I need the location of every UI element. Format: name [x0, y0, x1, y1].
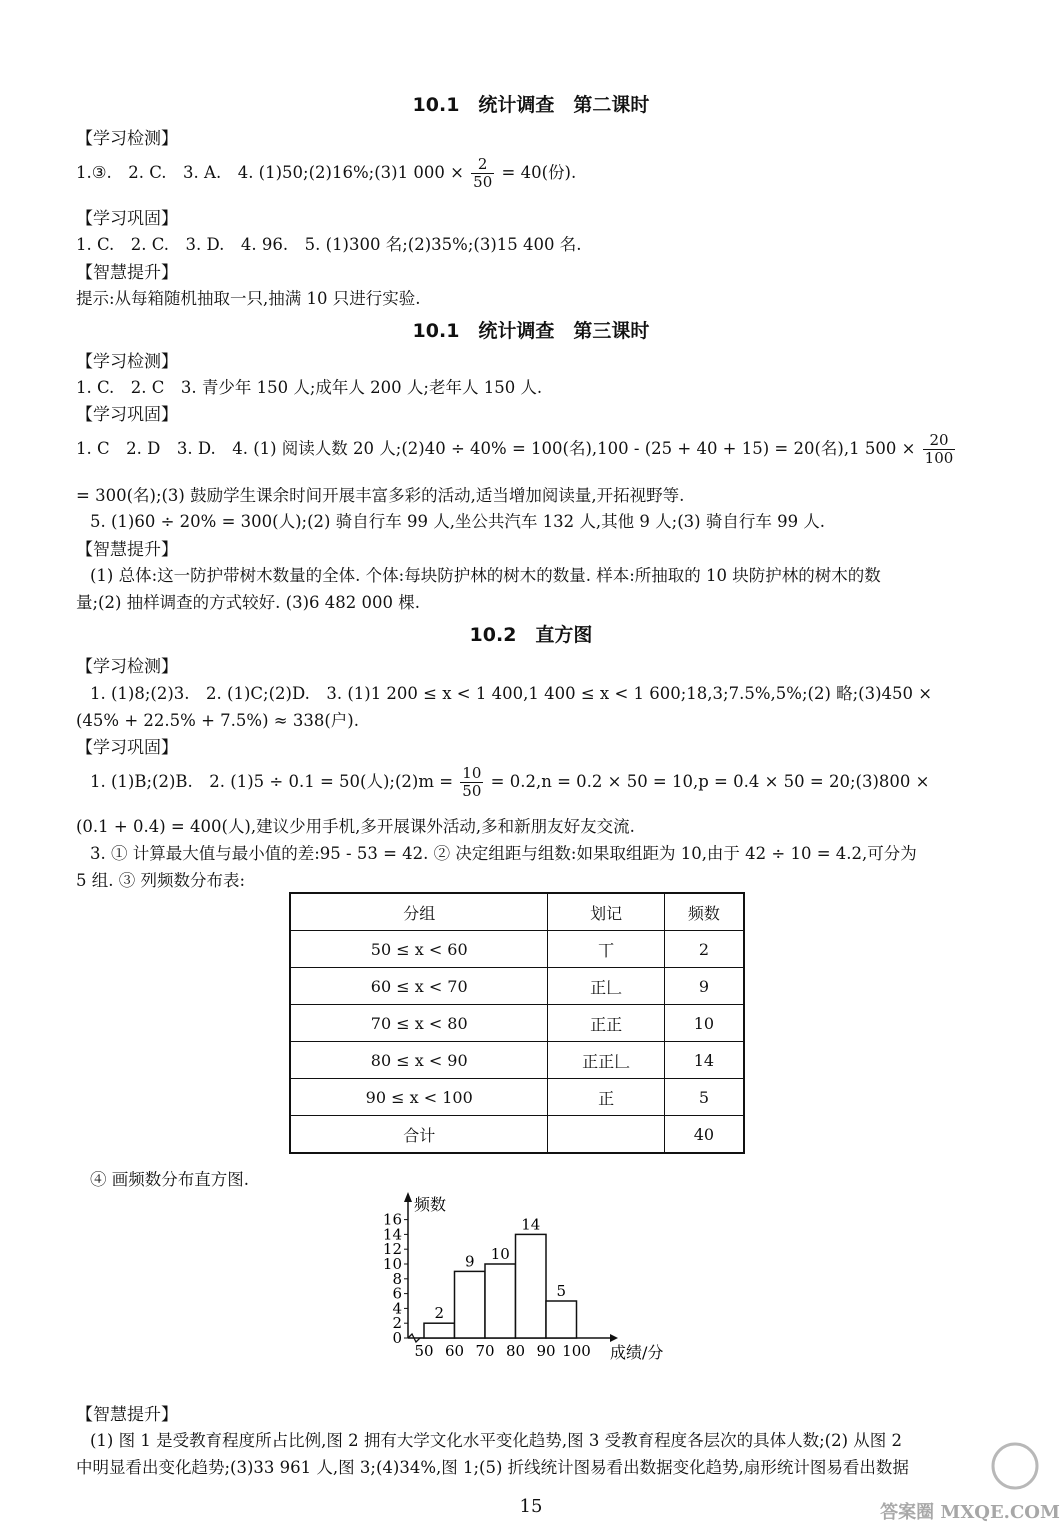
histogram-bar — [485, 1264, 516, 1338]
table-cell: 90 ≤ x < 100 — [290, 1079, 548, 1116]
answer-line: 5. (1)60 ÷ 20% = 300(人);(2) 骑自行车 99 人,坐公共汽车 132 人,其他 9 人;(3) 骑自行车 99 人. — [90, 512, 826, 531]
section-title-10-1-lesson3: 10.1 统计调查 第三课时 — [412, 320, 650, 342]
y-tick-label: 8 — [392, 1269, 402, 1288]
table-cell: 丅 — [548, 931, 664, 968]
answer-line: 1. C. 2. C 3. 青少年 150 人;成年人 200 人;老年人 150 人. — [76, 378, 543, 397]
watermark-circle-icon — [993, 1444, 1037, 1488]
table-cell: 正 — [548, 1079, 664, 1116]
page-number: 15 — [519, 1496, 543, 1517]
answer-line: (1) 总体:这一防护带树木数量的全体. 个体:每块防护林的树木的数量. 样本:所抽取的 10 块防护林的树木的数 — [90, 566, 881, 585]
table-cell: 正𠃊 — [548, 968, 664, 1005]
bar-value-label: 2 — [434, 1304, 445, 1323]
answer-text: = 0.2,n = 0.2 × 50 = 10,p = 0.4 × 50 = 20;(3)800 × — [490, 772, 930, 791]
answer-text: 1. (1)B;(2)B. 2. (1)5 ÷ 0.1 = 50(人);(2)m = — [90, 772, 454, 791]
table-cell: 80 ≤ x < 90 — [290, 1042, 548, 1079]
answer-line: 中明显看出变化趋势;(3)33 961 人,图 3;(4)34%,图 1;(5) 折线统计图易看出数据变化趋势,扇形统计图易看出数据 — [76, 1458, 909, 1477]
y-tick-label: 4 — [392, 1299, 402, 1318]
fraction-numerator: 10 — [462, 764, 482, 782]
y-tick-label: 12 — [382, 1240, 402, 1259]
fraction — [471, 156, 494, 191]
table-cell: 2 — [664, 931, 744, 968]
answer-line — [76, 432, 957, 467]
y-axis-label: 频数 — [414, 1195, 447, 1214]
heading-study-test: 【学习检测】 — [76, 129, 178, 149]
table-cell: 合计 — [290, 1116, 548, 1154]
table-header: 划记 — [548, 893, 664, 931]
x-tick-label: 100 — [562, 1342, 591, 1360]
answer-text: 1.③. 2. C. 3. A. 4. (1)50;(2)16%;(3)1 000 × — [76, 163, 464, 182]
table-cell: 5 — [664, 1079, 744, 1116]
y-tick-label: 10 — [382, 1255, 402, 1273]
answer-line: ④ 画频数分布直方图. — [90, 1170, 249, 1189]
table-cell: 9 — [664, 968, 744, 1005]
table-row — [290, 1079, 744, 1116]
answer-line: 量;(2) 抽样调查的方式较好. (3)6 482 000 棵. — [76, 593, 421, 612]
x-axis-label: 成绩/分 — [610, 1343, 664, 1362]
y-tick-label: 6 — [392, 1284, 402, 1303]
bar-value-label: 9 — [464, 1252, 475, 1271]
y-tick-label: 0 — [392, 1329, 402, 1347]
table-row — [290, 1005, 744, 1042]
heading-study-consolidate: 【学习巩固】 — [76, 405, 178, 425]
heading-study-consolidate: 【学习巩固】 — [76, 738, 178, 758]
heading-wisdom-improve: 【智慧提升】 — [76, 263, 178, 283]
table-cell: 40 — [664, 1116, 744, 1154]
frequency-table — [289, 892, 745, 1154]
table-row — [290, 1116, 744, 1154]
answer-line — [90, 765, 929, 800]
answer-text: = 40(份). — [501, 163, 577, 182]
table-row — [290, 1042, 744, 1079]
heading-wisdom-improve: 【智慧提升】 — [76, 540, 178, 560]
answer-line: 3. ① 计算最大值与最小值的差:95 - 53 = 42. ② 决定组距与组数:如果取组距为 10,由于 42 ÷ 10 = 4.2,可分为 — [90, 844, 917, 863]
y-axis-arrow-icon — [404, 1192, 412, 1202]
fraction-denominator: 50 — [462, 782, 482, 800]
bar-value-label: 5 — [556, 1282, 567, 1300]
table-header-row — [290, 893, 744, 931]
table-cell: 正正𠃊 — [548, 1042, 664, 1079]
answer-line: (0.1 + 0.4) = 400(人),建议少用手机,多开展课外活动,多和新朋友好友交流. — [76, 817, 635, 836]
answer-line — [76, 156, 576, 191]
fraction-numerator: 20 — [923, 432, 956, 450]
table-cell: 60 ≤ x < 70 — [290, 968, 548, 1005]
histogram-bar — [516, 1234, 547, 1338]
table-cell: 70 ≤ x < 80 — [290, 1005, 548, 1042]
x-tick-label: 50 — [414, 1342, 434, 1360]
x-tick-label: 90 — [536, 1342, 556, 1360]
answer-line: (45% + 22.5% + 7.5%) ≈ 338(户). — [76, 711, 359, 730]
x-tick-label: 60 — [444, 1342, 465, 1360]
x-tick-label: 70 — [475, 1342, 495, 1360]
table-row — [290, 968, 744, 1005]
bar-value-label: 10 — [490, 1245, 510, 1263]
histogram-bar — [424, 1323, 455, 1338]
section-title-10-2: 10.2 直方图 — [469, 624, 593, 646]
answer-line: 5 组. ③ 列频数分布表: — [76, 871, 246, 890]
answer-text: 1. C 2. D 3. D. 4. (1) 阅读人数 20 人;(2)40 ÷ 40% = 100(名),100 - (25 + 40 + 15) = 20(名),1 500 × — [76, 439, 916, 458]
table-header: 频数 — [664, 893, 744, 931]
fraction — [460, 765, 483, 800]
table-cell: 10 — [664, 1005, 744, 1042]
answer-line: (1) 图 1 是受教育程度所占比例,图 2 拥有大学文化水平变化趋势,图 3 受教育程度各层次的具体人数;(2) 从图 2 — [90, 1431, 902, 1450]
x-axis-arrow-icon — [610, 1334, 618, 1342]
y-tick-label: 16 — [382, 1210, 402, 1229]
x-tick-label: 80 — [505, 1342, 526, 1360]
y-tick-label: 14 — [382, 1225, 402, 1244]
answer-line: 1. (1)8;(2)3. 2. (1)C;(2)D. 3. (1)1 200 ≤ x < 1 400,1 400 ≤ x < 1 600;18,3;7.5%,5%;(2) 略;(3)450 × — [90, 684, 933, 703]
heading-study-consolidate: 【学习巩固】 — [76, 209, 178, 229]
histogram-bar — [546, 1301, 577, 1338]
fraction-denominator: 50 — [473, 173, 493, 191]
table-cell: 正正 — [548, 1005, 664, 1042]
frequency-histogram — [360, 1188, 680, 1378]
fraction-numerator: 2 — [471, 156, 494, 174]
y-tick-label: 2 — [392, 1314, 402, 1333]
answer-line: = 300(名);(3) 鼓励学生课余时间开展丰富多彩的活动,适当增加阅读量,开拓视野等. — [76, 486, 685, 505]
heading-study-test: 【学习检测】 — [76, 657, 178, 677]
table-row — [290, 931, 744, 968]
fraction — [923, 432, 956, 467]
table-cell — [548, 1116, 664, 1154]
answer-line: 1. C. 2. C. 3. D. 4. 96. 5. (1)300 名;(2)35%;(3)15 400 名. — [76, 235, 582, 254]
watermark-text: 答案圈 MXQE.COM — [880, 1502, 1060, 1523]
bar-value-label: 14 — [521, 1215, 541, 1234]
watermark-logo — [880, 1438, 1060, 1528]
table-cell: 50 ≤ x < 60 — [290, 931, 548, 968]
section-title-10-1-lesson2: 10.1 统计调查 第二课时 — [412, 94, 650, 116]
heading-study-test: 【学习检测】 — [76, 352, 178, 372]
table-cell: 14 — [664, 1042, 744, 1079]
table-header: 分组 — [290, 893, 548, 931]
fraction-denominator: 100 — [924, 449, 954, 467]
answer-line: 提示:从每箱随机抽取一只,抽满 10 只进行实验. — [76, 289, 421, 308]
heading-wisdom-improve: 【智慧提升】 — [76, 1405, 178, 1425]
histogram-bar — [455, 1271, 486, 1338]
